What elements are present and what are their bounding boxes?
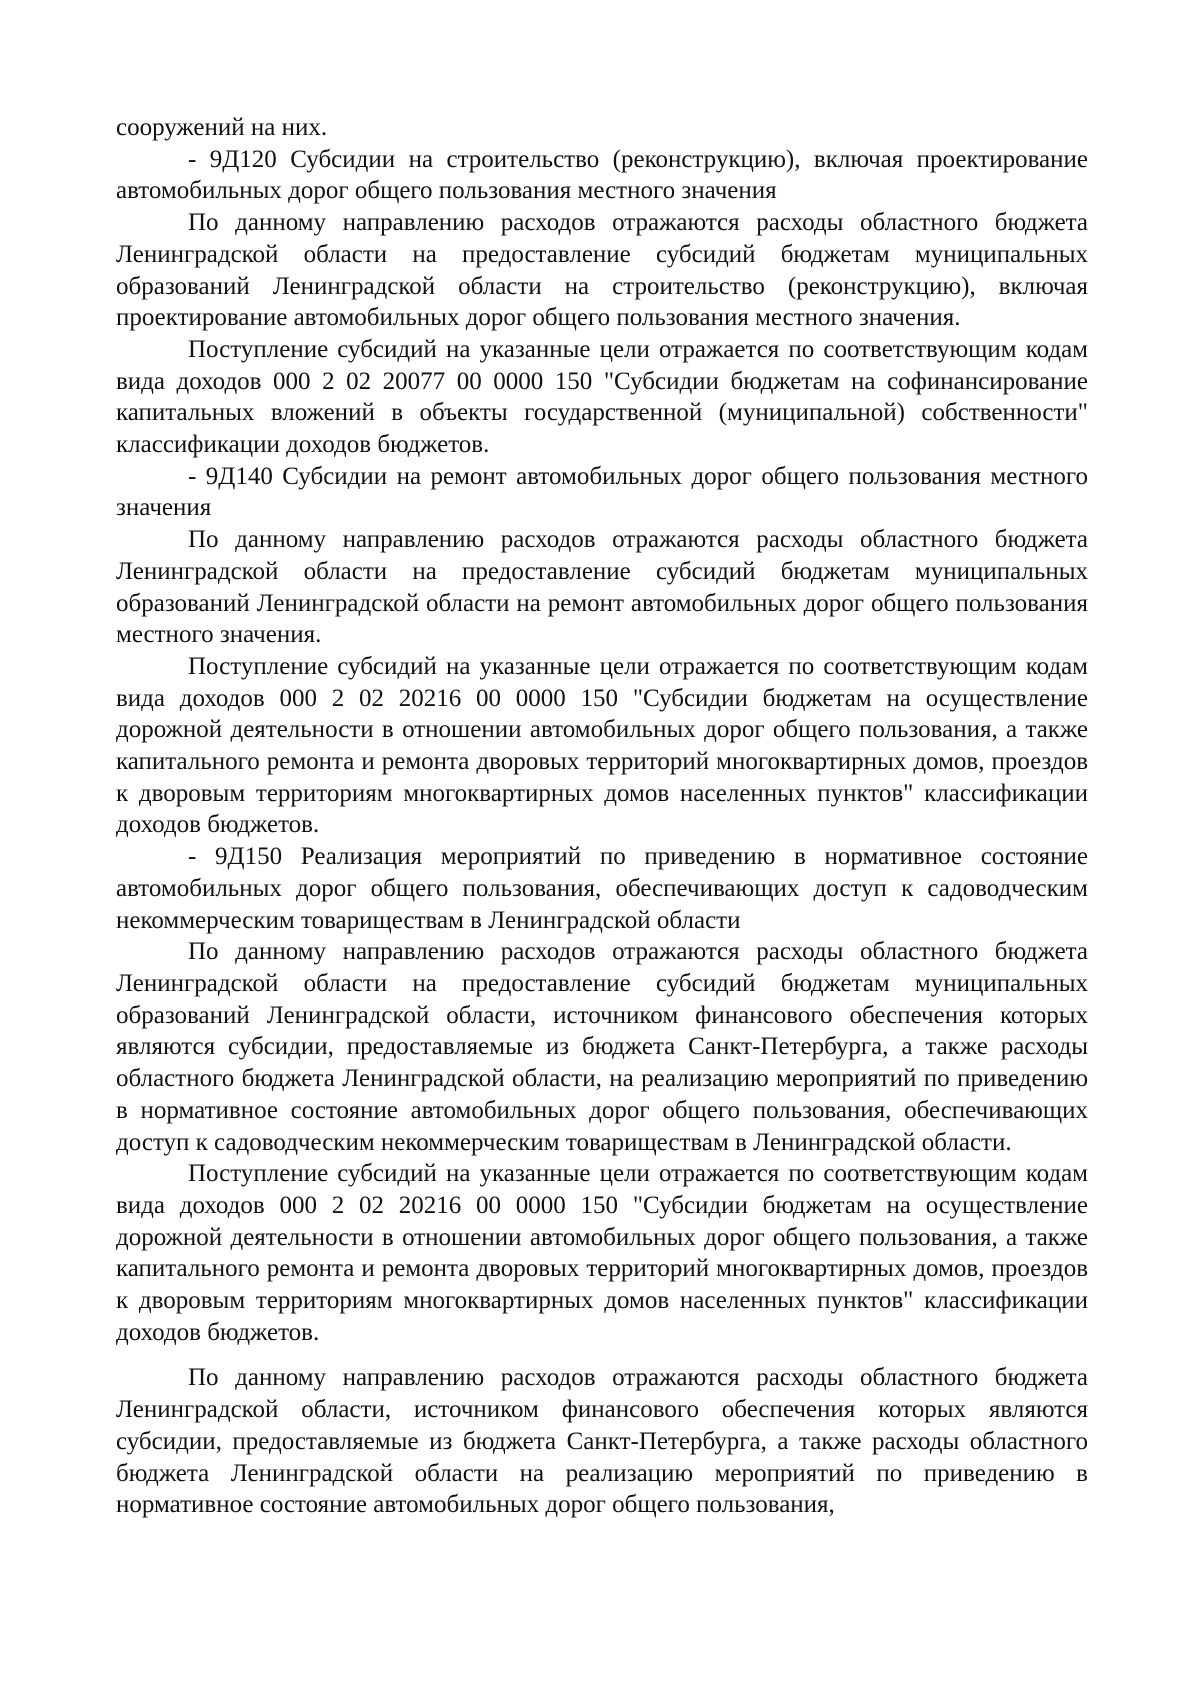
paragraph-continuation: сооружений на них. [116,114,328,141]
paragraph-9d120-income: Поступление субсидий на указанные цели отражается по соответствующим кодам вида доходов 000 2 02 20077 00 0000 150 "Субсидии бюджетам на софинансирование капитальных вложений в объекты государственной (муниципальной) собственности" классификации доходов бюджетов. [116,335,1088,459]
section-heading-9d140: - 9Д140 Субсидии на ремонт автомобильных дорог общего пользования местного значения [116,462,1088,522]
paragraph-9d140-income: Поступление субсидий на указанные цели отражается по соответствующим кодам вида доходов 000 2 02 20216 00 0000 150 "Субсидии бюджетам на осуществление дорожной деятельности в отношении автомобильных дорог общего пользования, а также капитального ремонта и ремонта дворовых территорий многоквартирных домов, проездов к дворовым территориям многоквартирных домов населенных пунктов" классификации доходов бюджетов. [116,652,1088,839]
section-heading-9d120: - 9Д120 Субсидии на строительство (реконструкцию), включая проектирование автомобильных дорог общего пользования местного значения [116,145,1088,205]
paragraph-9d120-expenses: По данному направлению расходов отражаются расходы областного бюджета Ленинградской области на предоставление субсидий бюджетам муниципальных образований Ленинградской области на строительство (реконструкцию), включая проектирование автомобильных дорог общего пользования местного значения. [116,209,1088,332]
section-heading-9d150: - 9Д150 Реализация мероприятий по приведению в нормативное состояние автомобильных дорог общего пользования, обеспечивающих доступ к садоводческим некоммерческим товариществам в Ленинградской области [116,843,1088,934]
paragraph-9d140-expenses: По данному направлению расходов отражаются расходы областного бюджета Ленинградской области на предоставление субсидий бюджетам муниципальных образований Ленинградской области на ремонт автомобильных дорог общего пользования местного значения. [116,526,1088,649]
paragraph-9d150-expenses: По данному направлению расходов отражаются расходы областного бюджета Ленинградской области на предоставление субсидий бюджетам муниципальных образований Ленинградской области, источником финансового обеспечения которых являются субсидии, предоставляемые из бюджета Санкт-Петербурга, а также расходы областного бюджета Ленинградской области, на реализацию мероприятий по приведению в нормативное состояние автомобильных дорог общего пользования, обеспечивающих доступ к садоводческим некоммерческим товариществам в Ленинградской области. [116,938,1088,1156]
document-body [116,112,1088,1521]
paragraph-9d150-income: Поступление субсидий на указанные цели отражается по соответствующим кодам вида доходов 000 2 02 20216 00 0000 150 "Субсидии бюджетам на осуществление дорожной деятельности в отношении автомобильных дорог общего пользования, а также капитального ремонта и ремонта дворовых территорий многоквартирных домов, проездов к дворовым территориям многоквартирных домов населенных пунктов" классификации доходов бюджетов. [116,1160,1088,1346]
paragraph-next-expenses: По данному направлению расходов отражаются расходы областного бюджета Ленинградской области, источником финансового обеспечения которых являются субсидии, предоставляемые из бюджета Санкт-Петербурга, а также расходы областного бюджета Ленинградской области на реализацию мероприятий по приведению в нормативное состояние автомобильных дорог общего пользования, [116,1364,1088,1519]
